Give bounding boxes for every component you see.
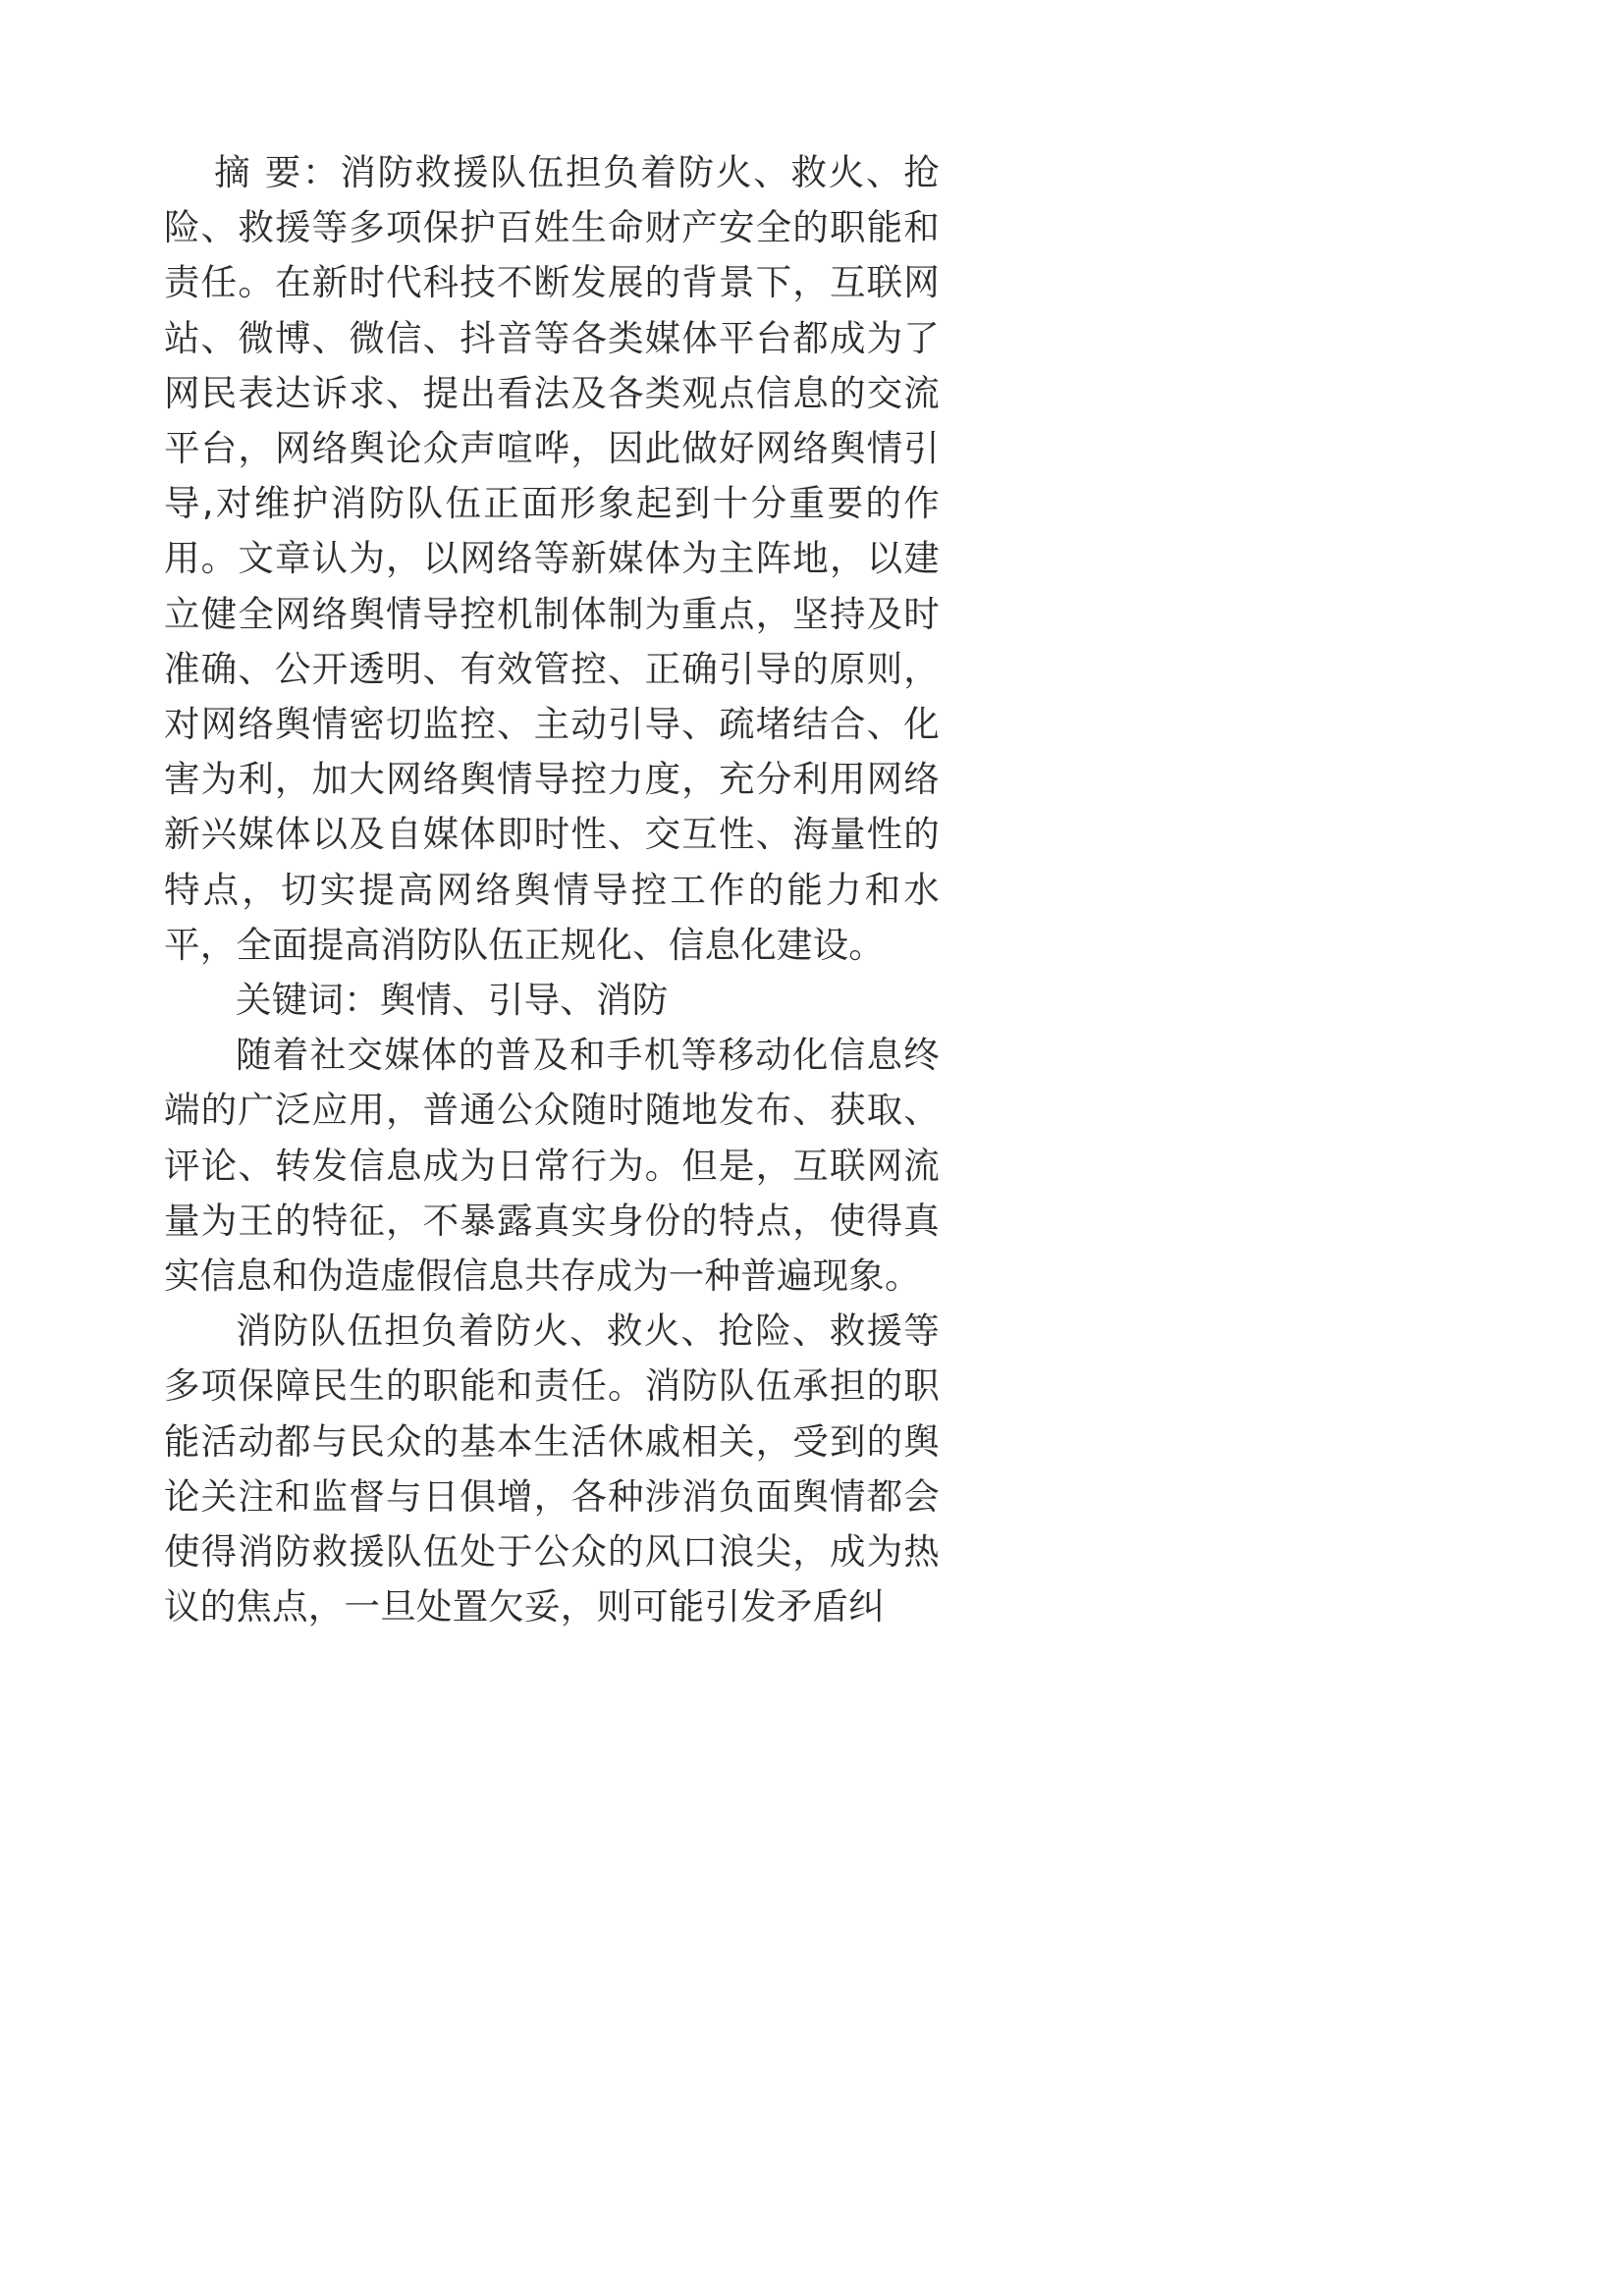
body-paragraph-1: 随着社交媒体的普及和手机等移动化信息终端的广泛应用，普通公众随时随地发布、获取、评论、转发信息成为日常行为。但是，互联网流量为王的特征，不暴露真实身份的特点，使得真实信息和伪造虚假信息共存成为一种普遍现象。 <box>164 1034 940 1298</box>
keywords-paragraph: 关键词：舆情、引导、消防 <box>236 979 669 1022</box>
document-text-column <box>164 145 940 1634</box>
abstract-paragraph: 摘 要：消防救援队伍担负着防火、救火、抢险、救援等多项保护百姓生命财产安全的职能和责任。在新时代科技不断发展的背景下，互联网站、微博、微信、抖音等各类媒体平台都成为了网民表达诉求、提出看法及各类观点信息的交流平台，网络舆论众声喧哗，因此做好网络舆情引导,对维护消防队伍正面形象起到十分重要的作用。文章认为，以网络等新媒体为主阵地，以建立健全网络舆情导控机制体制为重点，坚持及时准确、公开透明、有效管控、正确引导的原则，对网络舆情密切监控、主动引导、疏堵结合、化害为利，加大网络舆情导控力度，充分利用网络新兴媒体以及自媒体即时性、交互性、海量性的特点，切实提高网络舆情导控工作的能力和水平，全面提高消防队伍正规化、信息化建设。 <box>164 151 940 966</box>
body-paragraph-2: 消防队伍担负着防火、救火、抢险、救援等多项保障民生的职能和责任。消防队伍承担的职能活动都与民众的基本生活休戚相关，受到的舆论关注和监督与日俱增，各种涉消负面舆情都会使得消防救援队伍处于公众的风口浪尖，成为热议的焦点，一旦处置欠妥，则可能引发矛盾纠 <box>164 1309 940 1629</box>
